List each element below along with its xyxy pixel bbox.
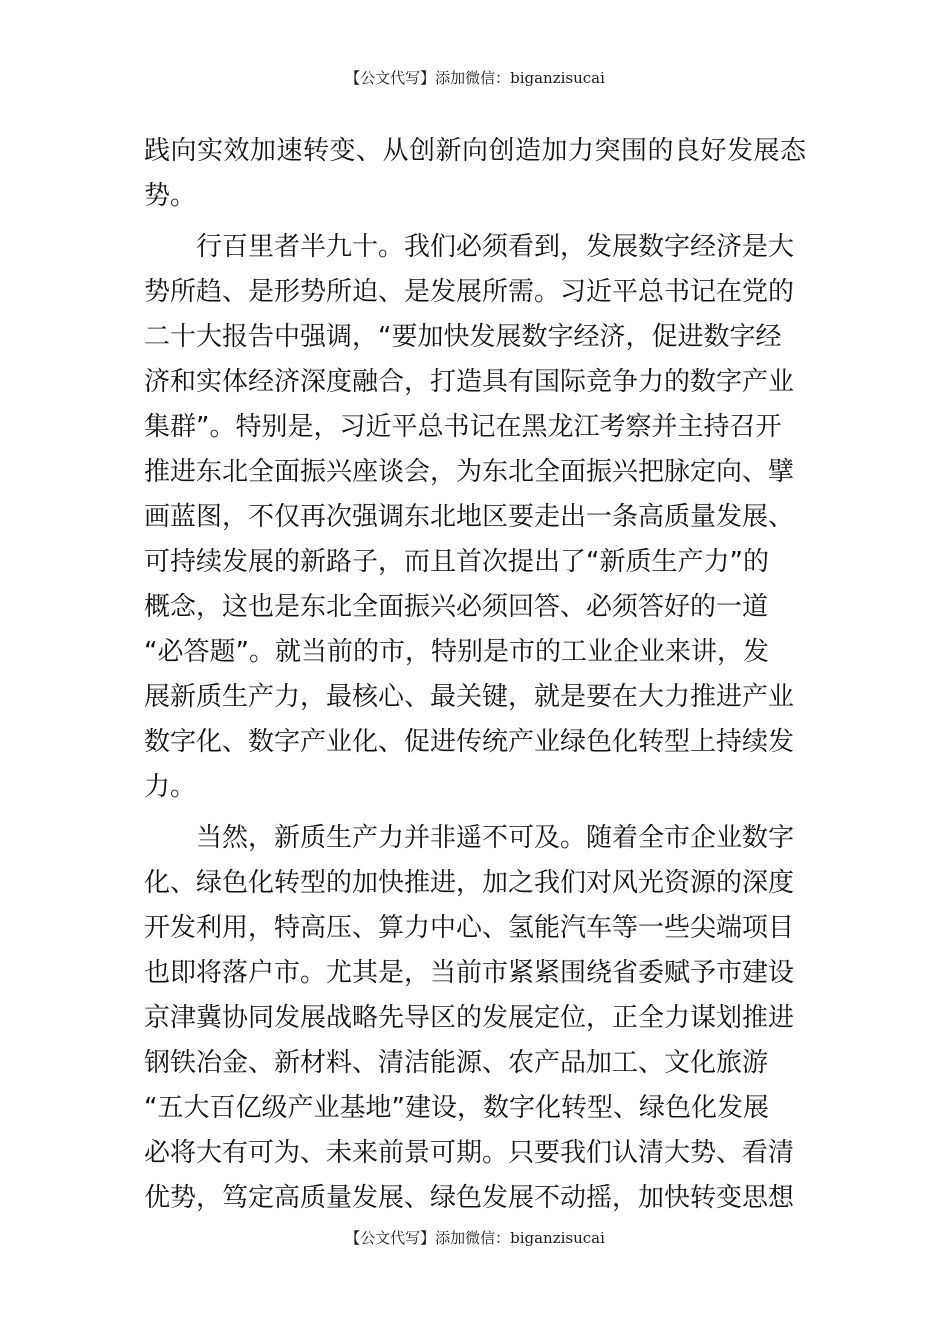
text-line: 济和实体经济深度融合，打造具有国际竞争力的数字产业 <box>144 367 795 397</box>
text-line: 概念，这也是东北全面振兴必须回答、必须答好的一道 <box>144 592 769 622</box>
text-line: 践向实效加速转变、从创新向创造加力突围的良好发展态 <box>144 136 806 166</box>
document-body <box>144 129 806 1221</box>
text-line: 画蓝图，不仅再次强调东北地区要走出一条高质量发展、 <box>144 502 795 532</box>
text-line: 也即将落户市。尤其是，当前市紧紧围绕省委赋予市建设 <box>144 958 795 988</box>
text-line: 推进东北全面振兴座谈会，为东北全面振兴把脉定向、擘 <box>144 457 795 487</box>
text-line: 化、绿色化转型的加快推进，加之我们对风光资源的深度 <box>144 868 795 898</box>
text-line: “五大百亿级产业基地”建设，数字化转型、绿色化发展 <box>144 1093 769 1123</box>
page-footer: 【公文代写】添加微信：biganzisucai <box>345 1229 605 1247</box>
text-line: 可持续发展的新路子，而且首次提出了“新质生产力”的 <box>144 547 769 577</box>
text-line: 京津冀协同发展战略先导区的发展定位，正全力谋划推进 <box>144 1003 795 1033</box>
text-line: 行百里者半九十。我们必须看到，发展数字经济是大 <box>196 232 795 262</box>
text-line: 当然，新质生产力并非遥不可及。随着全市企业数字 <box>196 823 795 853</box>
text-line: 力。 <box>144 772 197 802</box>
text-line: 势所趋、是形势所迫、是发展所需。习近平总书记在党的 <box>144 277 795 307</box>
text-line: “必答题”。就当前的市，特别是市的工业企业来讲，发 <box>144 637 769 667</box>
text-line: 二十大报告中强调，“要加快发展数字经济，促进数字经 <box>144 322 782 352</box>
text-line: 钢铁冶金、新材料、清洁能源、农产品加工、文化旅游 <box>144 1048 769 1078</box>
text-line: 优势，笃定高质量发展、绿色发展不动摇，加快转变思想 <box>144 1183 795 1213</box>
text-line: 展新质生产力，最核心、最关键，就是要在大力推进产业 <box>144 682 795 712</box>
text-line: 势。 <box>144 181 197 211</box>
text-line: 开发利用，特高压、算力中心、氢能汽车等一些尖端项目 <box>144 913 795 943</box>
text-line: 数字化、数字产业化、促进传统产业绿色化转型上持续发 <box>144 727 795 757</box>
page-header: 【公文代写】添加微信：biganzisucai <box>345 69 605 87</box>
text-line: 必将大有可为、未来前景可期。只要我们认清大势、看清 <box>144 1138 795 1168</box>
text-line: 集群”。特别是，习近平总书记在黑龙江考察并主持召开 <box>144 412 782 442</box>
